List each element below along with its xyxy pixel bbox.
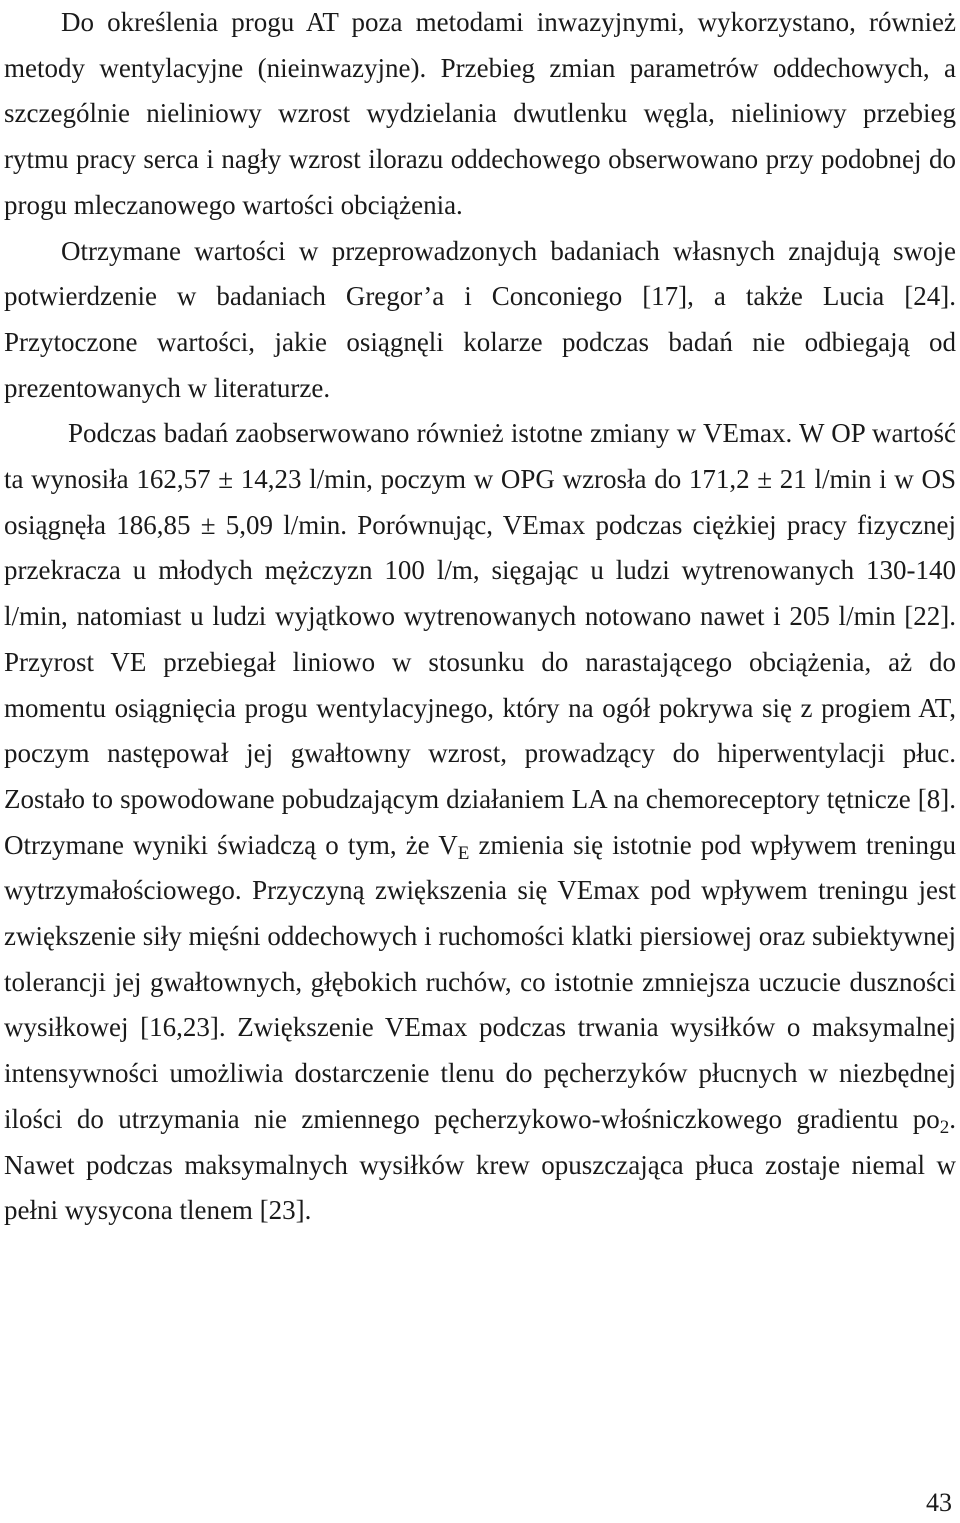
paragraph-1 — [4, 0, 956, 229]
paragraph-3-text-a: Podczas badań zaobserwowano również istotne zmiany w VEmax. W OP wartość ta wynosiła 162,57 ± 14,23 l/min, poczym w OPG wzrosła do 171,2 ± 21 l/min i w OS osiągnęła 186,85 ± 5,09 l/min. Porównując, VEmax podczas ciężkiej pracy fizycznej przekracza u młodych mężczyzn 100 l/m, sięgając u ludzi wytrenowanych 130-140 l/min, natomiast u ludzi wyjątkowo wytrenowanych notowano nawet i 205 l/min [22]. Przyrost VE przebiegał liniowo w stosunku do narastającego obciążenia, aż do momentu osiągnięcia progu wentylacyjnego, który na ogół pokrywa się z progiem AT, poczym następował jej gwałtowny wzrost, prowadzący do hiperwentylacji płuc. Zostało to spowodowane pobudzającym działaniem LA na chemoreceptory tętnicze [8]. Otrzymane wyniki świadczą o tym, że V — [4, 418, 956, 860]
paragraph-2 — [4, 229, 956, 412]
page-number: 43 — [926, 1488, 952, 1517]
paragraph-1-text: Do określenia progu AT poza metodami inwazyjnymi, wykorzystano, również metody wentylacyjne (nieinwazyjne). Przebieg zmian parametrów oddechowych, a szczególnie nieliniowy wzrost wydzielania dwutlenku węgla, nieliniowy przebieg rytmu pracy serca i nagły wzrost ilorazu oddechowego obserwowano przy podobnej do progu mleczanowego wartości obciążenia. — [4, 7, 956, 220]
ve-subscript: E — [457, 842, 470, 864]
document-page — [4, 0, 956, 1234]
paragraph-3 — [4, 411, 956, 1234]
paragraph-3-text-c: . Nawet podczas maksymalnych wysiłków krew opuszczająca płuca zostaje niemal w pełni wysycona tlenem [23]. — [4, 1103, 956, 1226]
po2-subscript: 2 — [939, 1116, 950, 1138]
paragraph-3-text-b: zmienia się istotnie pod wpływem treningu wytrzymałościowego. Przyczyną zwiększenia się VEmax pod wpływem treningu jest zwiększenie siły mięśni oddechowych i ruchomości klatki piersiowej oraz subiektywnej tolerancji jej gwałtownych, głębokich ruchów, co istotnie zmniejsza uczucie duszności wysiłkowej [16,23]. Zwiększenie VEmax podczas trwania wysiłków o maksymalnej intensywności umożliwia dostarczenie tlenu do pęcherzyków płucnych w niezbędnej ilości do utrzymania nie zmiennego pęcherzykowo-włośniczkowego gradientu po — [4, 829, 956, 1134]
paragraph-2-text: Otrzymane wartości w przeprowadzonych badaniach własnych znajdują swoje potwierdzenie w badaniach Gregor’a i Conconiego [17], a także Lucia [24]. Przytoczone wartości, jakie osiągnęli kolarze podczas badań nie odbiegają od prezentowanych w literaturze. — [4, 235, 956, 403]
